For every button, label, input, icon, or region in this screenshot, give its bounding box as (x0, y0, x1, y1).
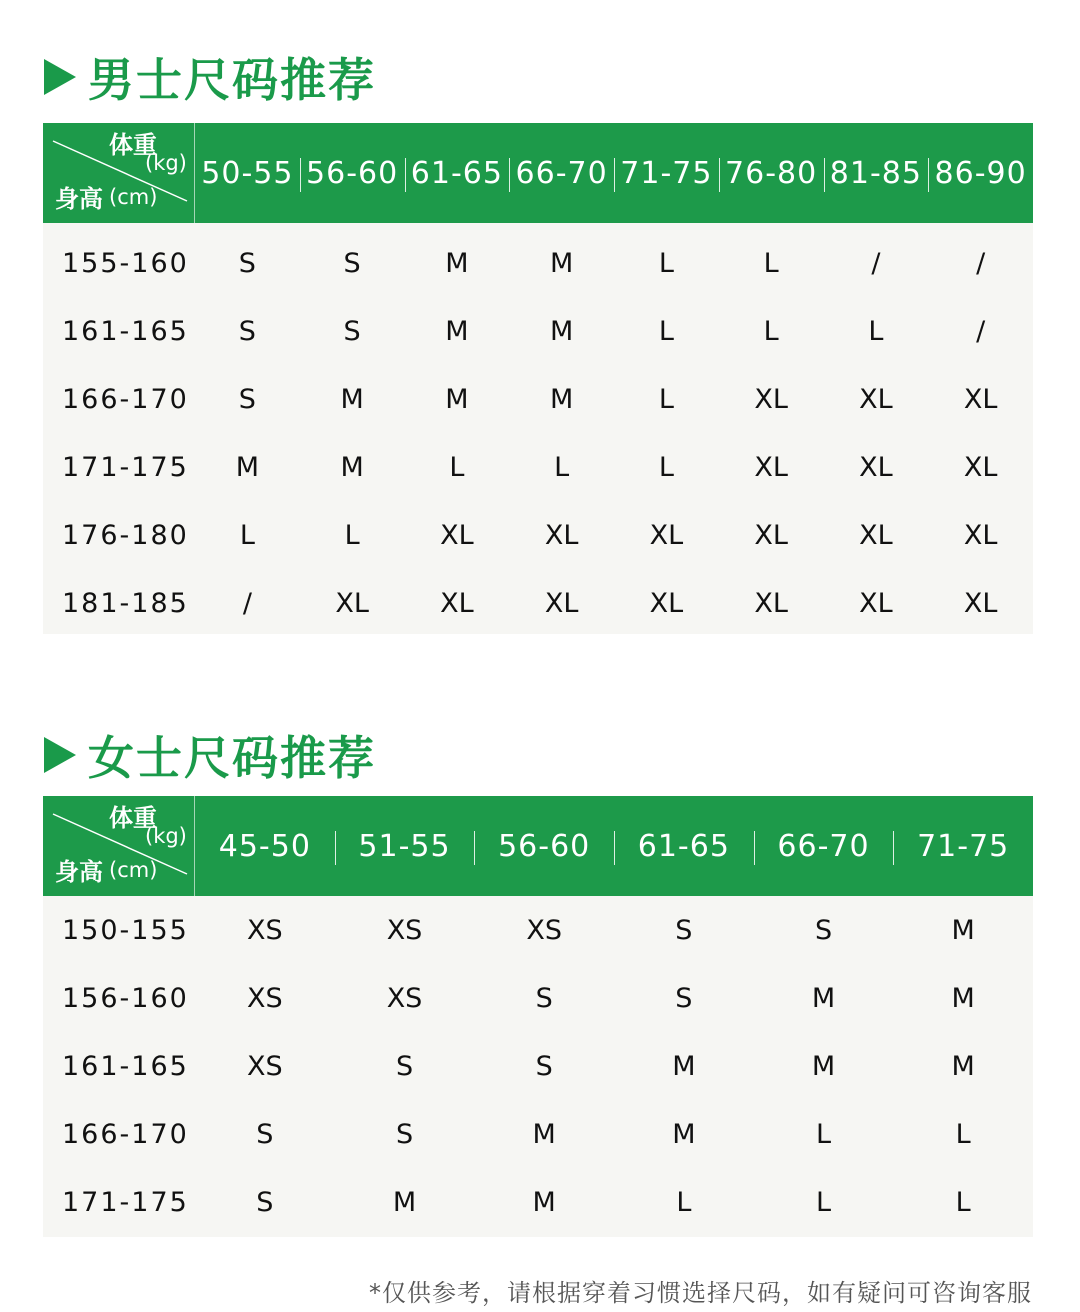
men-corner-cell (43, 123, 195, 223)
size-cell: L (449, 451, 465, 483)
height-label: 身高 (55, 858, 103, 886)
table-row (43, 501, 1033, 569)
size-cell: XS (386, 914, 423, 946)
weight-column-header: 86-90 (928, 156, 1033, 191)
size-cell: L (658, 451, 674, 483)
height-label: 身高 (55, 185, 103, 213)
men-title-text: 男士尺码推荐 (88, 53, 376, 107)
play-triangle-icon (44, 59, 76, 95)
size-cell: L (239, 519, 255, 551)
men-weight-columns (195, 123, 1033, 223)
size-cell: M (951, 982, 975, 1014)
size-cell: M (532, 1118, 556, 1150)
size-cell: XL (440, 587, 474, 619)
size-cell: XL (963, 519, 998, 551)
size-cell: S (256, 1186, 274, 1218)
size-cell: / (976, 247, 986, 279)
weight-column-header: 71-75 (893, 829, 1033, 864)
size-cell: M (811, 982, 836, 1014)
height-range-label: 166-170 (62, 1118, 189, 1150)
weight-column-header: 61-65 (405, 156, 510, 191)
weight-column-header: 76-80 (719, 156, 824, 191)
height-unit: (cm) (109, 185, 158, 209)
size-cell: M (445, 247, 469, 279)
size-cell: M (811, 1050, 836, 1082)
women-section-title (44, 722, 376, 788)
size-cell: M (549, 383, 574, 415)
height-range-label: 161-165 (62, 315, 189, 347)
size-cell: M (951, 1050, 975, 1082)
height-range-label: 171-175 (62, 1186, 189, 1218)
size-cell: L (816, 1186, 832, 1218)
table-row (43, 297, 1033, 365)
size-cell: M (549, 315, 574, 347)
size-cell: S (256, 1118, 274, 1150)
table-row (43, 896, 1033, 964)
size-cell: XL (859, 451, 893, 483)
size-cell: M (235, 451, 260, 483)
size-cell: L (676, 1186, 692, 1218)
size-cell: XS (386, 982, 423, 1014)
height-range-label: 181-185 (62, 587, 189, 619)
women-size-table (43, 796, 1033, 1237)
size-cell: S (343, 315, 361, 347)
height-range-label: 166-170 (62, 383, 189, 415)
size-cell: M (445, 315, 469, 347)
size-cell: / (976, 315, 986, 347)
size-cell: M (951, 914, 975, 946)
table-row (43, 1100, 1033, 1168)
weight-column-header: 81-85 (824, 156, 929, 191)
size-cell: L (955, 1118, 971, 1150)
height-range-label: 155-160 (62, 247, 189, 279)
size-cell: XL (963, 451, 998, 483)
size-cell: S (238, 247, 256, 279)
size-cell: M (392, 1186, 417, 1218)
weight-column-header: 45-50 (218, 828, 311, 864)
size-cell: XL (754, 519, 788, 551)
size-cell: L (554, 451, 570, 483)
women-table-body (43, 896, 1033, 1236)
size-cell: L (658, 383, 674, 415)
size-cell: XL (544, 519, 579, 551)
weight-column-header: 66-70 (754, 829, 894, 864)
weight-column-header: 50-55 (201, 155, 294, 191)
size-cell: L (658, 247, 674, 279)
size-cell: XL (859, 587, 893, 619)
size-cell: XL (754, 587, 788, 619)
size-cell: L (955, 1186, 971, 1218)
weight-label: 体重 (109, 131, 157, 159)
size-cell: XS (247, 1050, 283, 1082)
size-cell: S (238, 383, 256, 415)
size-cell: S (814, 914, 833, 946)
size-cell: L (868, 315, 884, 347)
weight-column-header: 51-55 (335, 829, 475, 864)
size-cell: M (672, 1118, 696, 1150)
size-cell: M (445, 383, 469, 415)
women-table-header (43, 796, 1033, 896)
height-range-label: 150-155 (62, 914, 189, 946)
table-row (43, 1168, 1033, 1236)
size-cell: S (675, 914, 693, 946)
size-cell: S (343, 247, 361, 279)
size-cell: M (549, 247, 574, 279)
women-weight-columns (195, 796, 1033, 896)
size-cell: S (238, 315, 256, 347)
table-row (43, 365, 1033, 433)
size-cell: XL (335, 587, 369, 619)
height-range-label: 171-175 (62, 451, 189, 483)
table-row (43, 433, 1033, 501)
table-row (43, 1032, 1033, 1100)
size-cell: M (532, 1186, 556, 1218)
table-row (43, 229, 1033, 297)
table-row (43, 569, 1033, 637)
size-cell: L (658, 315, 674, 347)
size-cell: / (242, 587, 252, 619)
size-cell: L (763, 247, 779, 279)
size-cell: L (763, 315, 779, 347)
size-cell: S (535, 1050, 553, 1082)
play-triangle-icon (44, 737, 76, 773)
size-cell: L (344, 519, 360, 551)
weight-label: 体重 (109, 804, 157, 832)
weight-column-header: 71-75 (614, 156, 719, 191)
size-cell: XL (440, 519, 474, 551)
men-table-body (43, 223, 1033, 637)
size-cell: XL (859, 383, 893, 415)
size-cell: / (871, 247, 881, 279)
size-cell: XL (859, 519, 893, 551)
height-range-label: 161-165 (62, 1050, 189, 1082)
height-range-label: 156-160 (62, 982, 189, 1014)
size-cell: XS (526, 914, 562, 946)
footnote: *仅供参考，请根据穿着习惯选择尺码，如有疑问可咨询客服 (369, 1279, 1032, 1307)
height-unit: (cm) (109, 858, 158, 882)
size-cell: XS (247, 914, 283, 946)
size-cell: M (340, 383, 364, 415)
men-table-header (43, 123, 1033, 223)
size-cell: M (672, 1050, 696, 1082)
weight-column-header: 66-70 (509, 156, 614, 191)
size-cell: XL (544, 587, 579, 619)
size-cell: M (340, 451, 364, 483)
men-size-table (43, 123, 1033, 634)
women-corner-cell (43, 796, 195, 896)
size-cell: S (675, 982, 693, 1014)
table-row (43, 964, 1033, 1032)
size-cell: XL (963, 587, 998, 619)
size-cell: XL (963, 383, 998, 415)
weight-column-header: 61-65 (614, 829, 754, 864)
height-range-label: 176-180 (62, 519, 189, 551)
weight-column-header: 56-60 (474, 829, 614, 864)
size-cell: XL (754, 451, 788, 483)
weight-column-header: 56-60 (300, 156, 405, 191)
size-cell: S (395, 1050, 414, 1082)
women-title-text: 女士尺码推荐 (88, 731, 376, 785)
size-cell: L (816, 1118, 832, 1150)
size-cell: XL (649, 587, 684, 619)
size-cell: XL (649, 519, 684, 551)
size-cell: S (535, 982, 553, 1014)
size-cell: S (395, 1118, 414, 1150)
size-cell: XL (754, 383, 788, 415)
weight-unit: (kg) (145, 151, 187, 175)
weight-unit: (kg) (145, 824, 187, 848)
size-cell: XS (247, 982, 283, 1014)
men-section-title (44, 44, 376, 110)
